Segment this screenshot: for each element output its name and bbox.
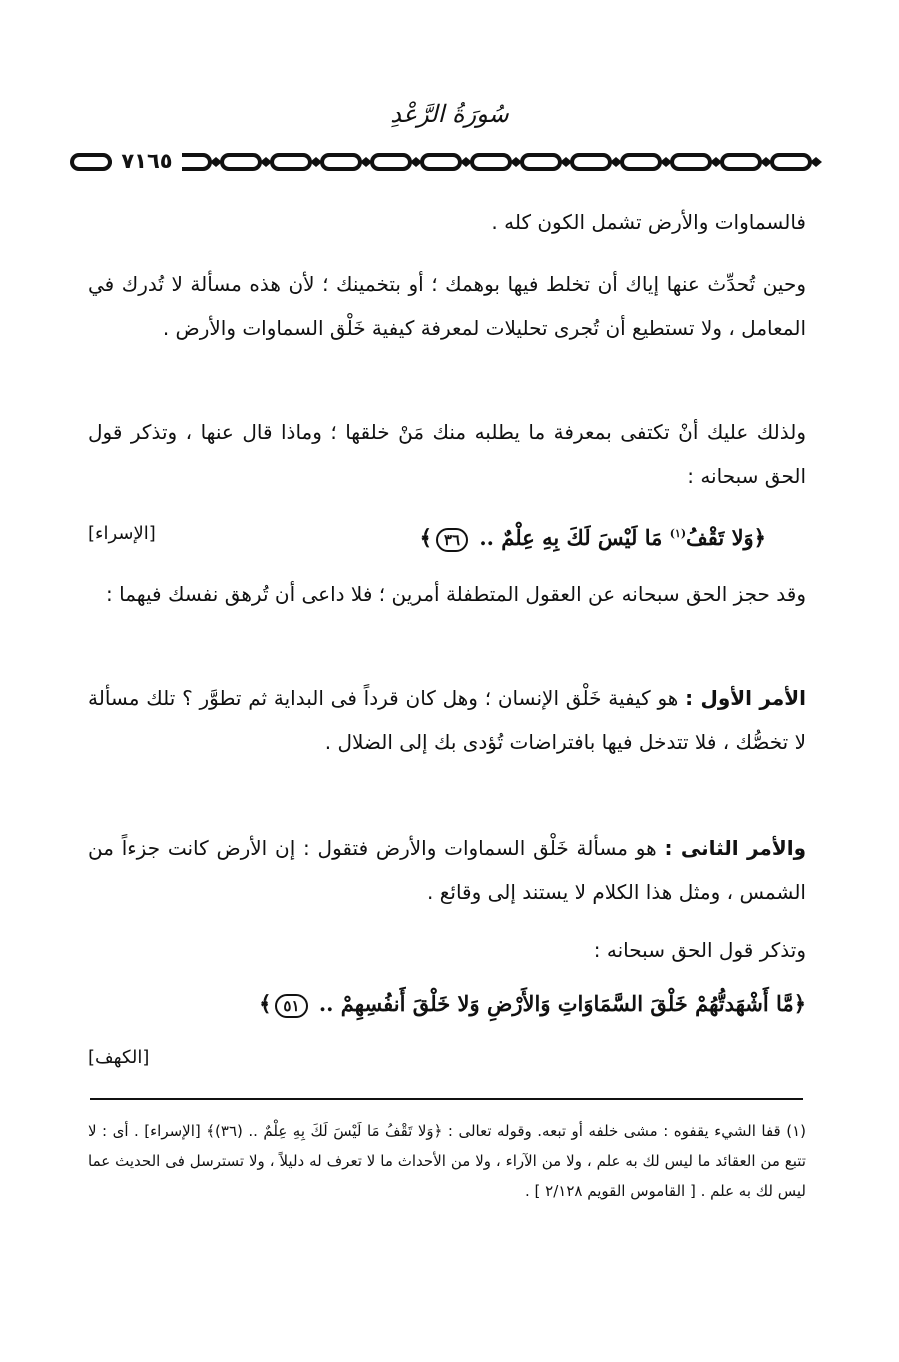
paragraph-5-body: هو كيفية خَلْق الإنسان ؛ وهل كان قرداً فى البداية ثم تطوَّر ؟ تلك مسألة لا تخصُّك ، فلا تتدخل فيها بافتراضات تُؤدى بك إلى الضلال . [88,686,806,754]
main-text-block-5 [88,676,806,764]
main-text-block-4 [88,572,806,616]
surah-reference: [الإسراء] [88,523,156,544]
paragraph-5 [88,676,806,764]
paragraph-1: فالسماوات والأرض تشمل الكون كله . [491,210,806,234]
quran-verse-isra [88,514,806,554]
footnote-text: (١) قفا الشيء يقفوه : مشى خلفه أو تبعه. وقوله تعالى : ﴿وَلا تَقْفُ مَا لَيْسَ لَكَ بِهِ عِلْمٌ .. (٣٦)﴾ [الإسراء] . أى : لا تتبع من العقائد ما ليس لك به علم ، ولا من الآراء ، ولا من الأحداث ما لا تعرف له دليلاً ، ولا تسترسل فى الحديث عما ليس لك به علم . [ القاموس القويم ٢/١٢٨ ] . [88,1122,806,1200]
main-text-block-2 [88,262,806,350]
quran-verse-kahf [88,984,806,1024]
surah-title: سُورَةُ الرَّعْدِ [390,100,509,128]
ayah-number-badge-2: ٥١ [275,994,307,1018]
footnote [88,1116,806,1206]
main-text-block-6 [88,826,806,914]
page-number: ٧١٦٥ [112,146,182,176]
verse-text-2 [259,984,806,1024]
footnote-divider [90,1098,803,1100]
paragraph-3: ولذلك عليك أنْ تكتفى بمعرفة ما يطلبه منك مَنْ خلقها ؛ وماذا قال عنها ، وتذكر قول الحق سبحانه : [88,420,806,488]
verse-2-opening: ﴿ [793,991,806,1016]
ornament-chain-icon [70,148,832,176]
paragraph-6-body: هو مسألة خَلْق السماوات والأرض فتقول : إن الأرض كانت جزءاً من الشمس ، ومثل هذا الكلام لا يستند إلى وقائع . [88,836,806,904]
header-ornament-band [70,148,832,176]
verse-text [420,514,766,558]
paragraph-6 [88,826,806,914]
ayah-number-badge: ٣٦ [436,528,468,552]
verse-2-body: مَّا أَشْهَدتُّهُمْ خَلْقَ السَّمَاوَاتِ وَالأَرْضِ وَلا خَلْقَ أَنفُسِهِمْ .. [318,991,794,1016]
main-text-block-3 [88,410,806,498]
paragraph-7: وتذكر قول الحق سبحانه : [593,938,806,962]
surah-reference-2: [الكهف] [88,1047,150,1068]
paragraph-2: وحين تُحدِّث عنها إياك أن تخلط فيها بوهمك ؛ أو بتخمينك ؛ لأن هذه مسألة لا تُدرك في المعامل ، ولا تستطيع أن تُجرى تحليلات لمعرفة كيفية خَلْق السماوات والأرض . [88,272,806,340]
main-text-block-1 [88,200,806,244]
paragraph-6-lead: والأمر الثانى : [664,836,806,860]
verse-2-closing: ﴾ [259,991,272,1016]
paragraph-5-lead: الأمر الأول : [685,686,806,710]
verse-closing: ﴾ [419,525,432,550]
verse-opening: ﴿وَلا تَقْفُ [686,525,766,550]
footnote-mark: (١) [669,527,687,540]
main-text-block-7 [88,928,806,972]
paragraph-4: وقد حجز الحق سبحانه عن العقول المتطفلة أمرين ؛ فلا داعى أن تُرهق نفسك فيهما : [106,582,806,606]
verse-body: مَا لَيْسَ لَكَ بِهِ عِلْمٌ .. [479,525,663,550]
